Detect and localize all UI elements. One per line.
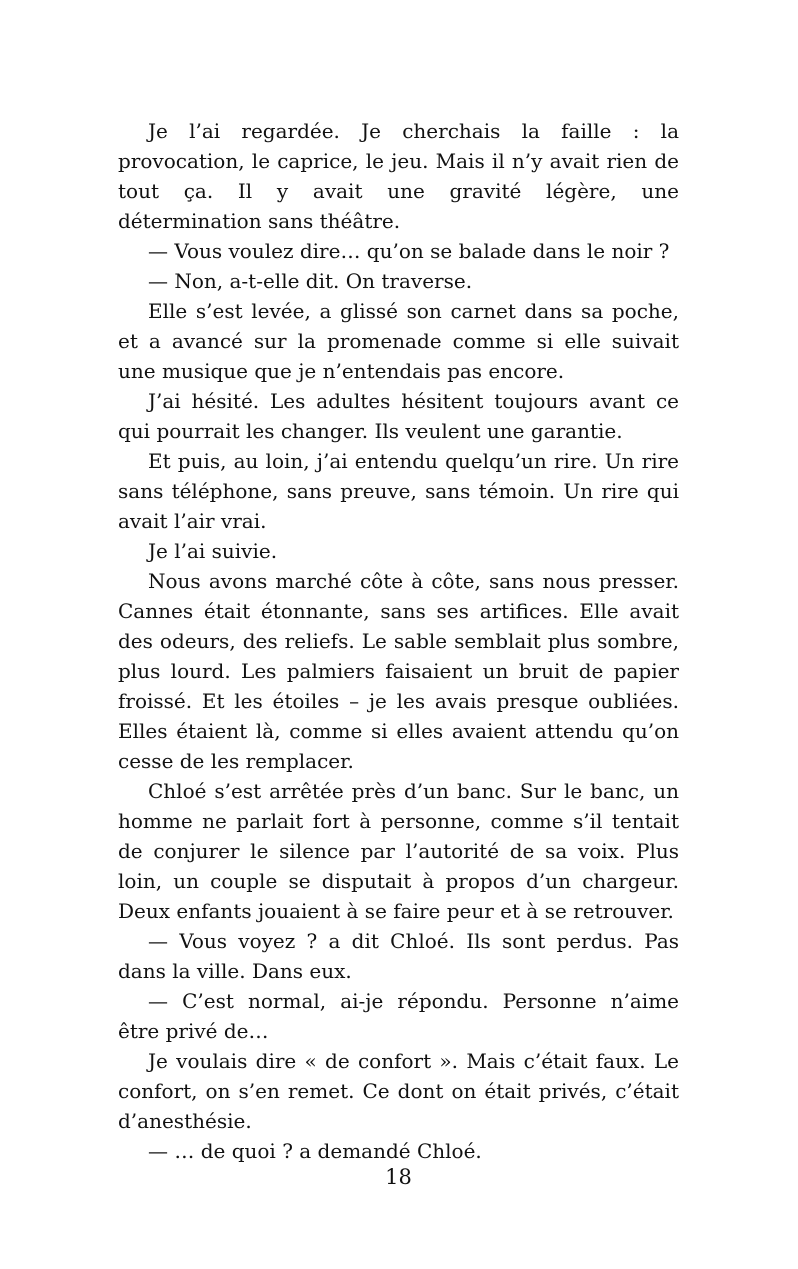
- paragraph: J’ai hésité. Les adultes hésitent toujours avant ce qui pourrait les changer. Ils veulent une garantie.: [118, 389, 679, 443]
- paragraph: Je voulais dire « de confort ». Mais c’était faux. Le confort, on s’en remet. Ce dont on était privés, c’était d’anesthésie.: [118, 1049, 679, 1133]
- paragraph: Chloé s’est arrêtée près d’un banc. Sur le banc, un homme ne parlait fort à personne, comme s’il tentait de conjurer le silence par l’autorité de sa voix. Plus loin, un couple se disputait à propos d’un chargeur. Deux enfants jouaient à se faire peur et à se retrouver.: [118, 779, 679, 923]
- dialogue-line: — Vous voyez ? a dit Chloé. Ils sont perdus. Pas dans la ville. Dans eux.: [118, 929, 679, 983]
- dialogue-line: — Non, a-t-elle dit. On traverse.: [148, 269, 473, 293]
- dialogue-line: — … de quoi ? a demandé Chloé.: [148, 1139, 482, 1163]
- paragraph: Et puis, au loin, j’ai entendu quelqu’un rire. Un rire sans téléphone, sans preuve, sans témoin. Un rire qui avait l’air vrai.: [118, 449, 679, 533]
- paragraph: Nous avons marché côte à côte, sans nous presser. Cannes était étonnante, sans ses artifices. Elle avait des odeurs, des reliefs. Le sable semblait plus sombre, plus lourd. Les palmiers faisaient un bruit de papier froissé. Et les étoiles – je les avais presque oubliées. Elles étaient là, comme si elles avaient attendu qu’on cesse de les remplacer.: [118, 569, 679, 773]
- dialogue-line: — Vous voulez dire… qu’on se balade dans le noir ?: [148, 239, 670, 263]
- body-text: [118, 116, 679, 1166]
- paragraph: Je l’ai regardée. Je cherchais la faille : la provocation, le caprice, le jeu. Mais il n’y avait rien de tout ça. Il y avait une gravité légère, une détermination sans théâtre.: [118, 119, 679, 233]
- page-number: 18: [385, 1165, 412, 1189]
- paragraph: Je l’ai suivie.: [148, 539, 278, 563]
- paragraph: Elle s’est levée, a glissé son carnet dans sa poche, et a avancé sur la promenade comme si elle suivait une musique que je n’entendais pas encore.: [118, 299, 679, 383]
- book-page: [118, 116, 679, 1226]
- dialogue-line: — C’est normal, ai-je répondu. Personne n’aime être privé de…: [118, 989, 679, 1043]
